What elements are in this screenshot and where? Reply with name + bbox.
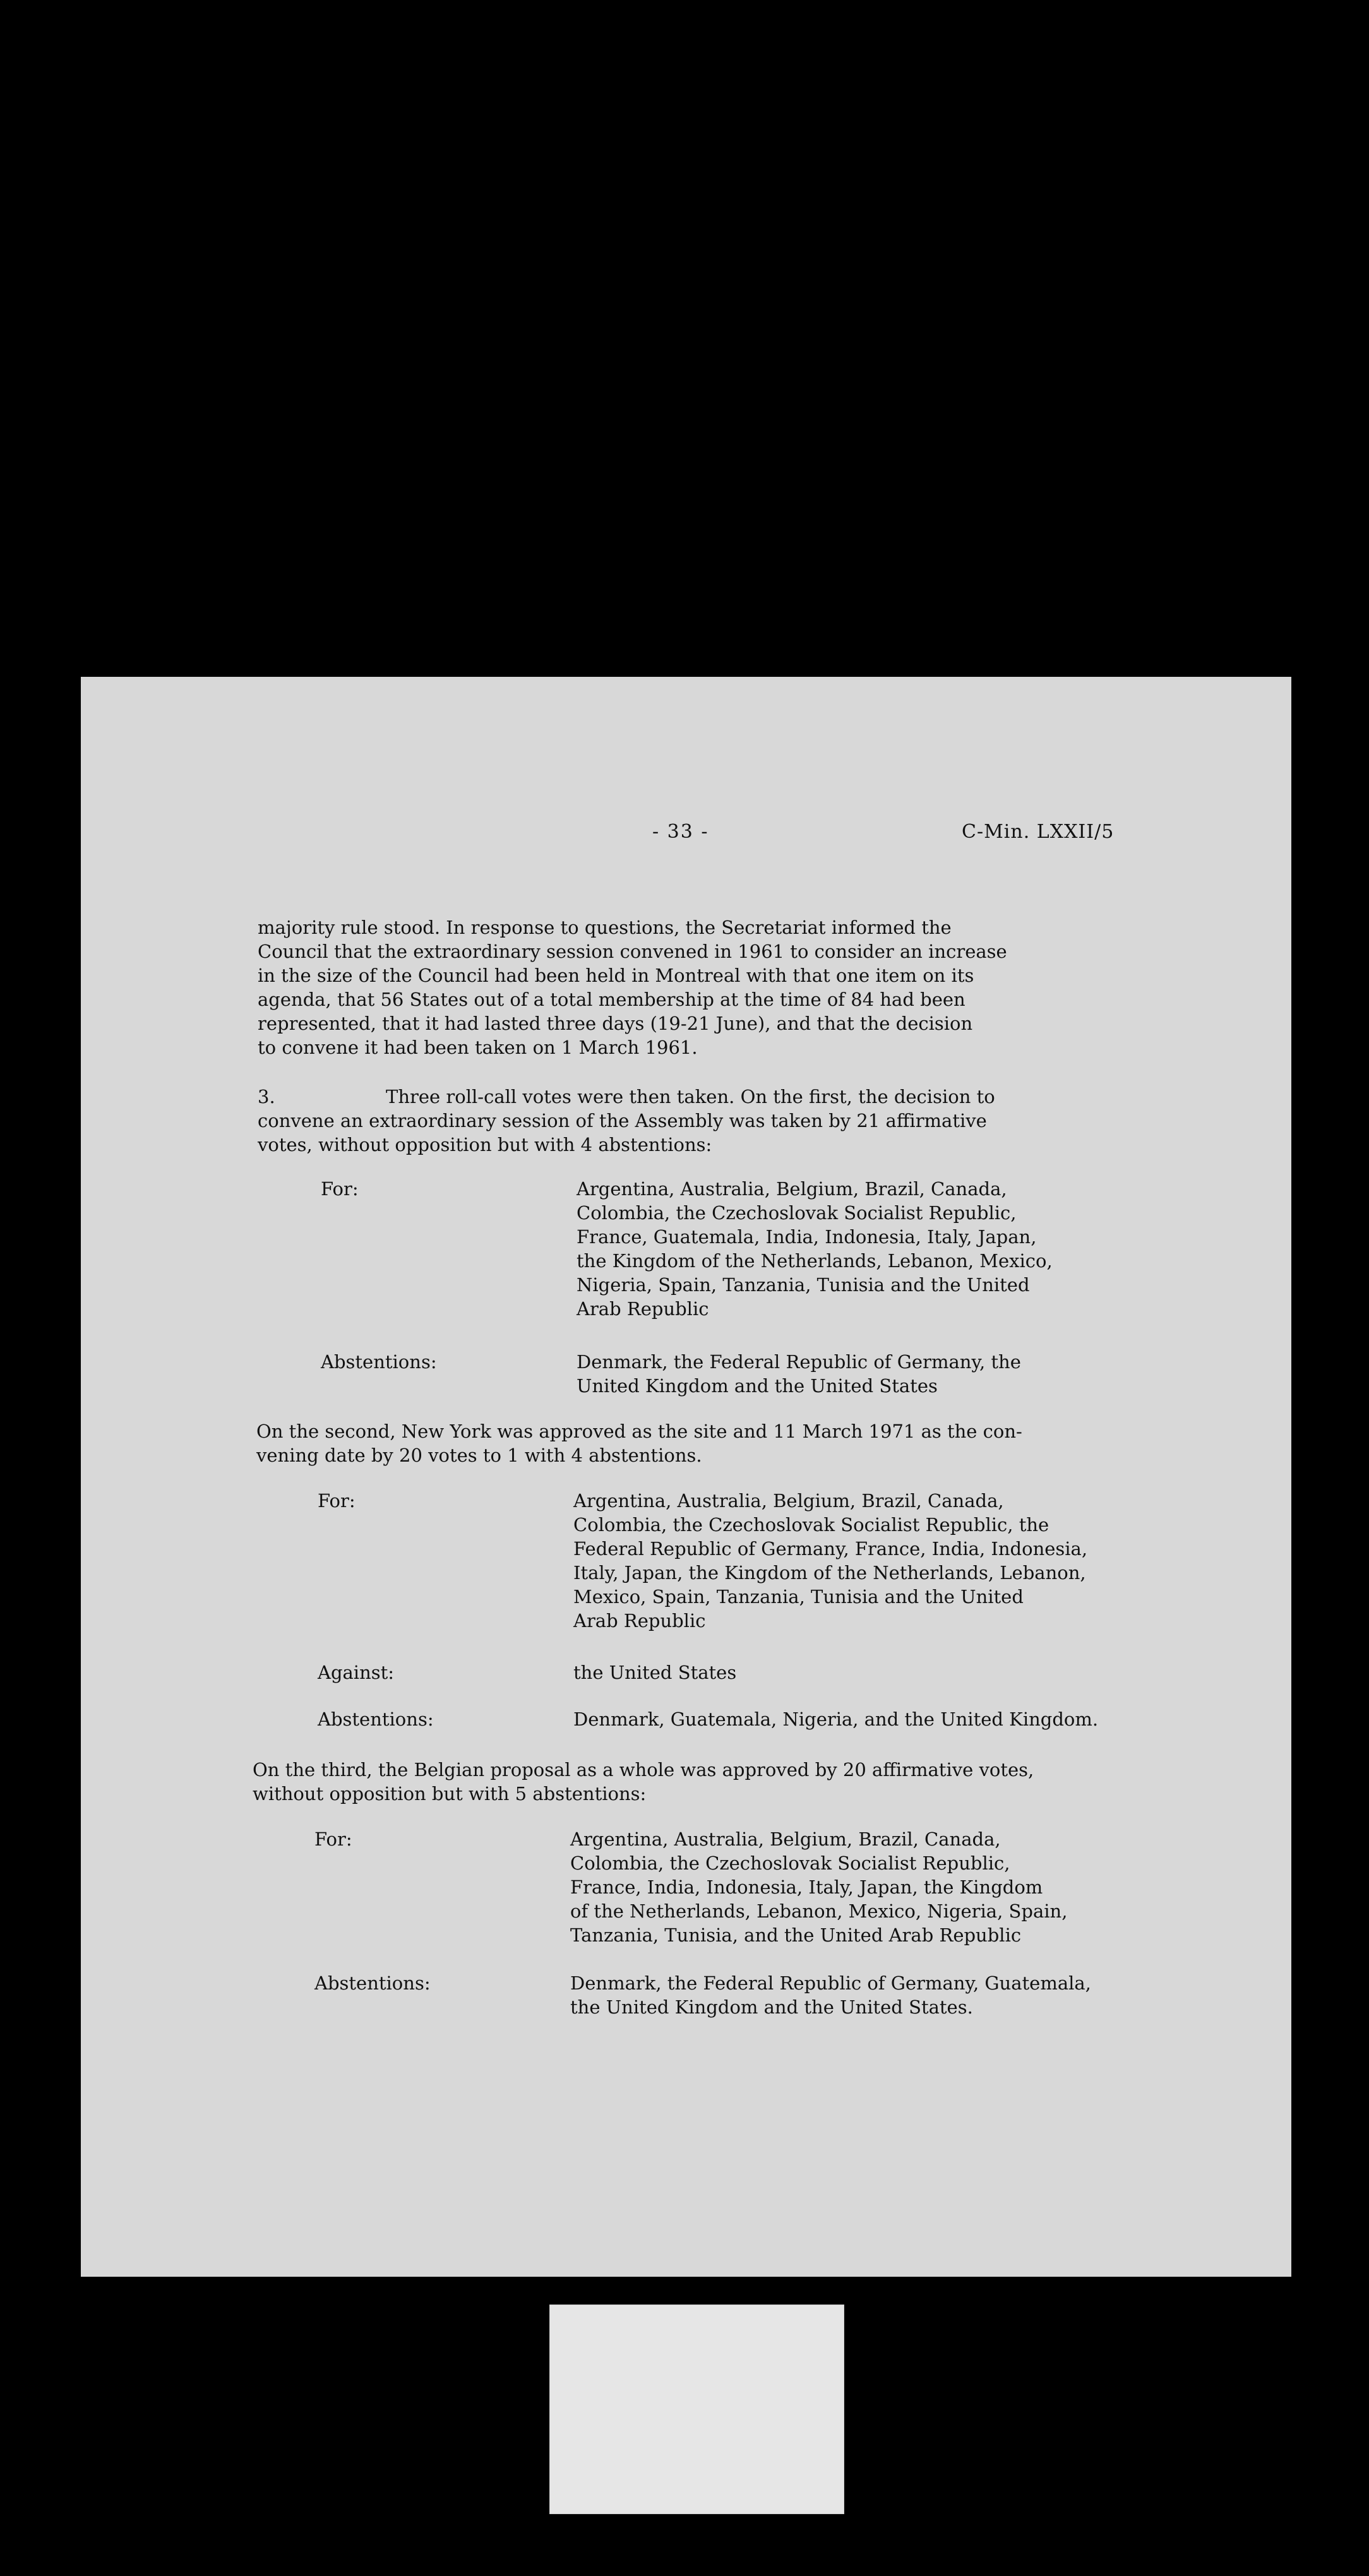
vote2-abstentions-label: Abstentions: [318, 1708, 434, 1730]
vote1-for-label: For: [321, 1178, 359, 1200]
vote2-for-label: For: [318, 1490, 356, 1512]
vote1-for-value: Argentina, Australia, Belgium, Brazil, Canada, Colombia, the Czechoslovak Socialist Republic, France, Guatemala, India, Indonesia, Italy, Japan, the Kingdom of the Netherlands, Lebanon, Mexico, Nigeria, Spain, Tanzania, Tunisia and the United Arab Republic [577, 1178, 1053, 1320]
page-number: - 33 - [652, 821, 709, 843]
item-number: 3. [258, 1086, 275, 1107]
blank-card [549, 2305, 844, 2514]
vote3-for-value: Argentina, Australia, Belgium, Brazil, Canada, Colombia, the Czechoslovak Socialist Republic, France, India, Indonesia, Italy, Japan, the Kingdom of the Netherlands, Lebanon, Mexico, Nigeria, Spain, Tanzania, Tunisia, and the United Arab Republic [570, 1828, 1068, 1946]
vote2-for-value: Argentina, Australia, Belgium, Brazil, Canada, Colombia, the Czechoslovak Socialist Republic, the Federal Republic of Germany, France, India, Indonesia, Italy, Japan, the Kingdom of the Netherlands, Lebanon, Mexico, Spain, Tanzania, Tunisia and the United Arab Republic [573, 1490, 1088, 1631]
vote1-abstentions-value: Denmark, the Federal Republic of Germany, the United Kingdom and the United States [577, 1351, 1021, 1397]
vote2-against-value: the United States [573, 1662, 737, 1683]
third-vote-paragraph: On the third, the Belgian proposal as a whole was approved by 20 affirmative votes, without opposition but with 5 abstentions: [253, 1759, 1034, 1804]
vote1-abstentions-label: Abstentions: [321, 1351, 437, 1373]
vote3-abstentions-value: Denmark, the Federal Republic of Germany, Guatemala, the United Kingdom and the United States. [570, 1972, 1091, 2018]
intro-paragraph: majority rule stood. In response to questions, the Secretariat informed the Council that the extraordinary session convened in 1961 to consider an increase in the size of the Council had been held in Montreal with that one item on its agenda, that 56 States out of a total membership at the time of 84 had been represented, that it had lasted three days (19-21 June), and that the decision to convene it had been taken on 1 March 1961. [258, 917, 1007, 1058]
item3-paragraph: Three roll-call votes were then taken. On the first, the decision to convene an extraordinary session of the Assembly was taken by 21 affirmative votes, without opposition but with 4 abstentions: [258, 1086, 995, 1155]
vote3-abstentions-label: Abstentions: [314, 1972, 431, 1994]
document-reference: C-Min. LXXII/5 [962, 821, 1115, 843]
vote3-for-label: For: [314, 1828, 352, 1850]
second-vote-paragraph: On the second, New York was approved as the site and 11 March 1971 as the con- vening date by 20 votes to 1 with 4 abstentions. [256, 1421, 1022, 1466]
vote2-abstentions-value: Denmark, Guatemala, Nigeria, and the United Kingdom. [573, 1708, 1099, 1730]
vote2-against-label: Against: [318, 1662, 395, 1683]
document-page [81, 677, 1291, 2277]
